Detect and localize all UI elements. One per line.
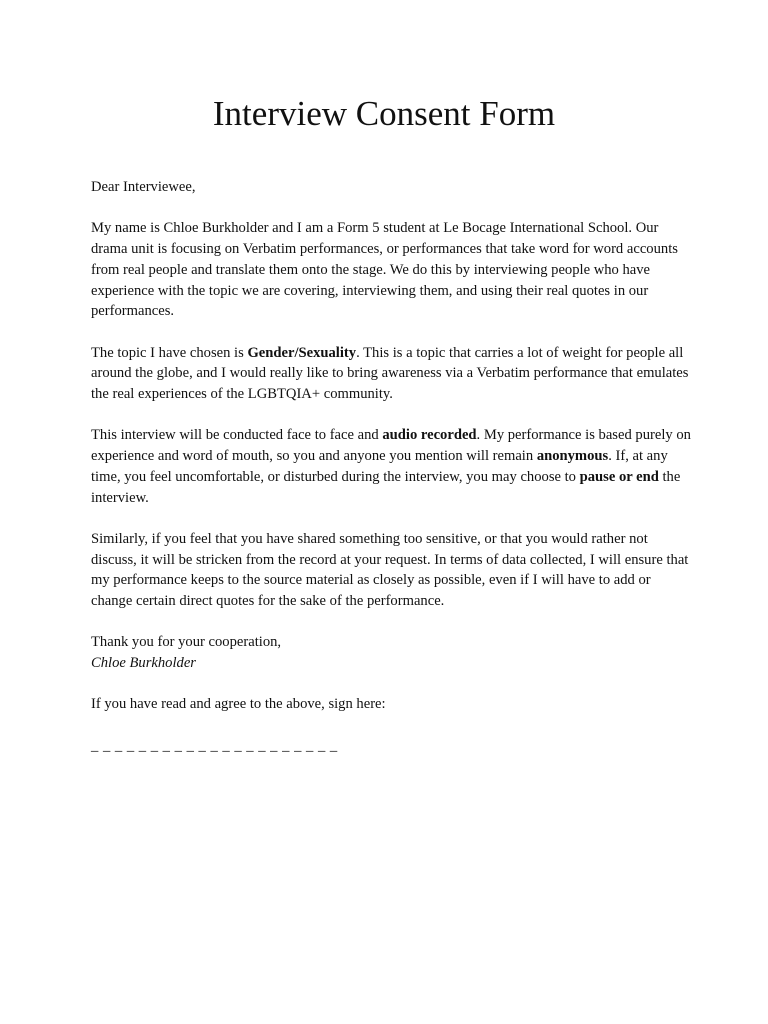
signature-line[interactable]: _ _ _ _ _ _ _ _ _ _ _ _ _ _ _ _ _ _ _ _ _ <box>91 737 338 754</box>
page-title: Interview Consent Form <box>212 94 556 133</box>
paragraph-data: Similarly, if you feel that you have shared something too sensitive, or that you would rather not discuss, it will be stricken from the record at your request. In terms of data collected, I will ensure that my performance keeps to the source material as closely as possible, even if I will have to add or change certain direct quotes for the sake of the performance. <box>91 530 689 609</box>
paragraph-topic: The topic I have chosen is Gender/Sexuality. This is a topic that carries a lot of weight for people all around the globe, and I would really like to bring awareness via a Verbatim performance that emulates the real experiences of the LGBTQIA+ community. <box>91 344 689 402</box>
signature-name: Chloe Burkholder <box>91 655 196 672</box>
letter-body <box>91 177 691 777</box>
closing: Thank you for your cooperation, <box>91 634 282 651</box>
pause-or-end-emphasis: pause or end <box>579 468 659 485</box>
topic-emphasis: Gender/Sexuality <box>247 344 357 361</box>
greeting: Dear Interviewee, <box>91 179 196 195</box>
paragraph-recording: This interview will be conducted face to face and audio recorded. My performance is based purely on experience and word of mouth, so you and anyone you mention will remain anonymous. If, at any time, you feel uncomfortable, or disturbed during the interview, you may choose to pause or end the interview. <box>91 427 691 506</box>
anonymous-emphasis: anonymous <box>536 448 609 465</box>
audio-recorded-emphasis: audio recorded <box>382 427 477 444</box>
sign-prompt: If you have read and agree to the above, sign here: <box>91 696 386 713</box>
paragraph-intro: My name is Chloe Burkholder and I am a Form 5 student at Le Bocage International School. Our drama unit is focusing on Verbatim performances, or performances that take word for word accounts from real people and translate them onto the stage. We do this by interviewing people who have experience with the topic we are covering, interviewing them, and using their real quotes in our performances. <box>91 220 678 320</box>
closing-block <box>91 632 691 673</box>
